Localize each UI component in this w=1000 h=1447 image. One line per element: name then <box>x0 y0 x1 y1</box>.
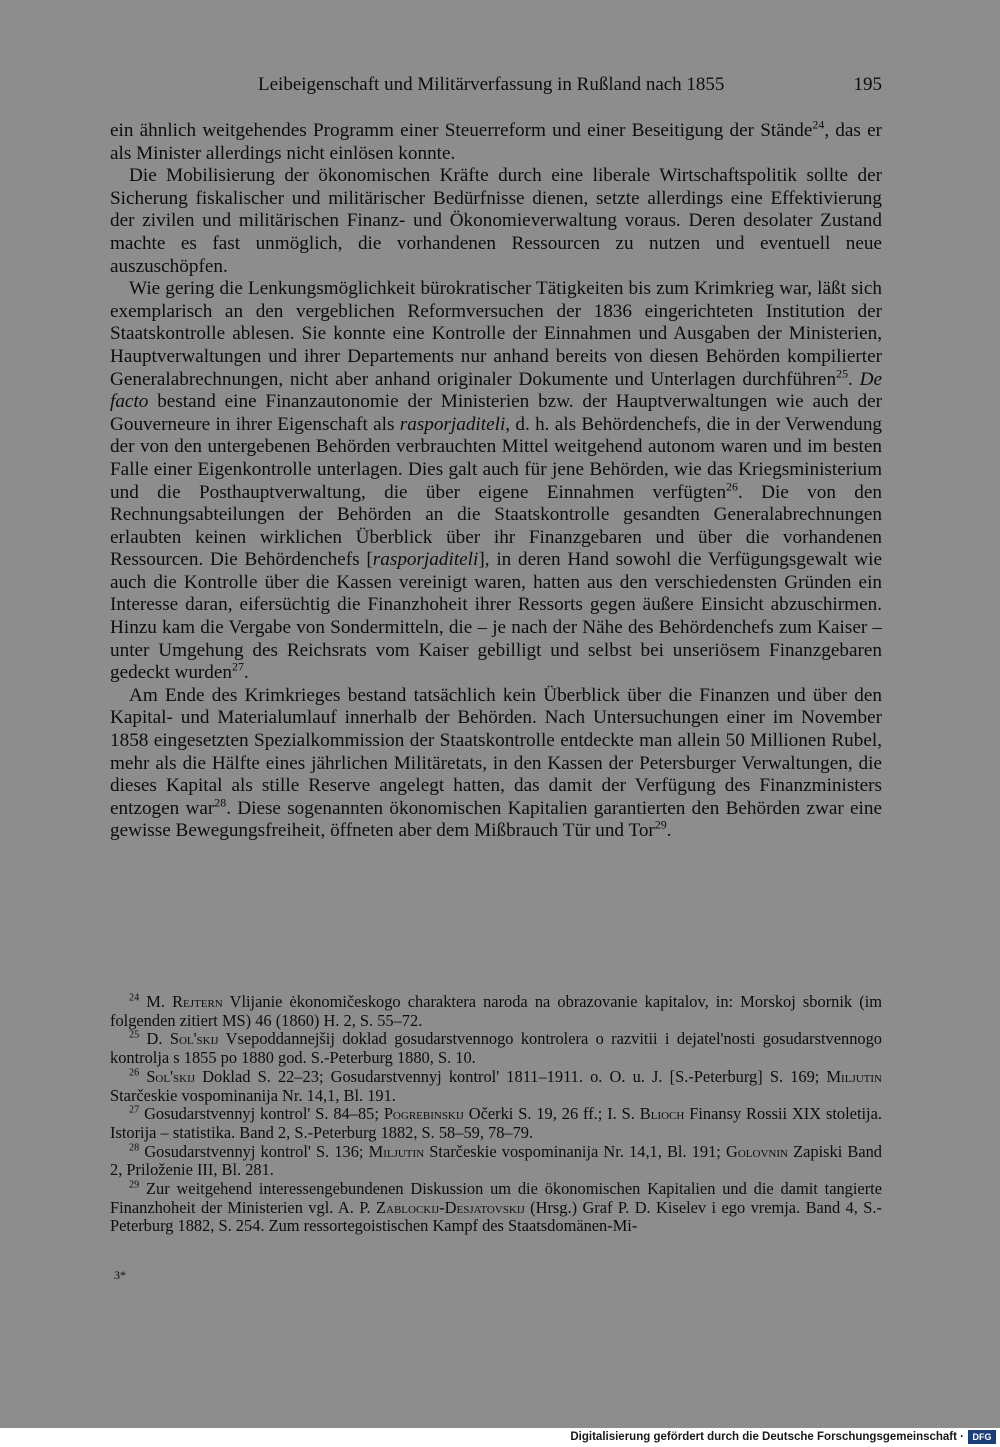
paragraph-2 <box>110 165 882 278</box>
footnote-number: 28 <box>129 1142 140 1154</box>
text-run: , d. h. als Behördenchefs, die in der Verwendung der von den untergebenen Behörden verbrauchten Mittel weitgehend autonom waren und im besten Falle einer Eigenkontrolle unterlagen. Dies galt auch für jene Behörden, wie das Kriegsministerium und die Posthauptverwaltung, die über eigene Einnahmen verfügten <box>110 413 883 503</box>
footnotes <box>110 993 882 1236</box>
printer-signature: 3* <box>114 1268 126 1282</box>
footnote-text: Vsepoddannejšij doklad gosudarstvennogo kontrolera o razvitii i dejatel'nosti gosudarstvennogo kontrolja s 1855 po 1880 god. S.-Peterburg 1880, S. 10. <box>110 1029 882 1068</box>
text-run: bestand eine Finanzautonomie der Ministerien bzw. der Hauptverwaltungen wie auch der Gouverneure in ihrer Eigenschaft als <box>110 391 882 435</box>
footnote-ref-25: 25 <box>836 366 849 381</box>
text-run: , das er als Minister allerdings nicht einlösen konnte. <box>110 120 882 164</box>
digitization-footer <box>0 1428 1000 1447</box>
running-title: Leibeigenschaft und Militärverfassung in Rußland nach 1855 <box>258 74 725 95</box>
author-name: Miljutin <box>368 1141 425 1161</box>
italic-run: rasporjaditeli <box>399 413 506 435</box>
footnote-number: 26 <box>129 1067 140 1079</box>
paragraph-4: Am Ende des Krimkrieges bestand tatsächlich kein Überblick über die Finanzen und über den Kapital- und Materialumlauf innerhalb der Behörden. Nach Untersuchungen einer im November 1858 eingesetzten Spezialkommission der Staatskontrolle entdeckte man allein 50 Millionen Rubel, mehr als die Hälfte eines jährlichen Militäretats, in den Kassen der Petersburger Verwaltungen, die dieses Kapital als stille Reserve angelegt hatten, das damit der Verfügung des Finanzministers entzogen war$^{28}$. Diese sogenannten ökonomischen Kapitalien garantierten den Behörden zwar eine gewisse Bewegungsfreiheit, öffneten aber dem Mißbrauch Tür und Tor$^{29}$. <box>110 684 882 842</box>
paragraph-1 <box>110 117 882 165</box>
footnote-text: D. <box>146 1029 170 1049</box>
footnote-ref-26: 26 <box>726 479 738 494</box>
funding-credit: Digitalisierung gefördert durch die Deutsche Forschungsgemeinschaft · <box>570 1431 964 1443</box>
footnote-text: Gosudarstvennyj kontrol' S. 136; <box>144 1141 369 1161</box>
footnote-28 <box>110 1143 882 1180</box>
body-text <box>110 117 883 843</box>
footnote-text: Starčeskie vospominanija Nr. 14,1, Bl. 191; <box>424 1141 726 1161</box>
footnote-number: 25 <box>129 1029 140 1041</box>
footnote-ref-27: 27 <box>232 659 244 674</box>
footnote-24 <box>110 993 882 1030</box>
footnote-number: 27 <box>129 1104 140 1116</box>
footnote-text: Vlijanie ėkonomičeskogo charaktera naroda na obrazovanie kapitalov, in: Morskoj sbornik (im folgenden zitiert MS) 46 (1860) H. 2, S. 55–72. <box>110 992 882 1030</box>
text-run: . Die von den Rechnungsabteilungen der Behörden an die Staatskontrolle gesandten Generalabrechnungen erlaubten keinen wirklichen Überblick über ihr Finanzgebaren und über die vorhandenen Ressourcen. Die Behördenchefs [ <box>110 481 882 571</box>
footnote-26 <box>110 1068 882 1105</box>
author-name: Miljutin <box>826 1066 882 1086</box>
text-run: ], in deren Hand sowohl die Verfügungsgewalt wie auch die Kontrolle über die Kassen vereinigt waren, hatten aus den verschiedensten Gründen ein Interesse daran, eifersüchtig die Finanzhoheit ihrer Ressorts gegen äußere Einsicht abzuschirmen. Hinzu kam die Vergabe von Sondermitteln, die – je nach der Nähe des Behördenchefs zum Kaiser – unter Umgehung des Reichsrats vom Kaiser gebilligt und selbst bei unseriösem Finanzgebaren gedeckt wurden <box>110 549 882 684</box>
footnote-text: (Hrsg.) Graf P. D. Kiselev i ego vremja. Band 4, S.-Peterburg 1882, S. 254. Zum ressortegoistischen Kampf des Staatsdomänen-Mi- <box>110 1197 882 1236</box>
footnote-text: Starčeskie vospominanija Nr. 14,1, Bl. 191. <box>110 1085 396 1105</box>
footnote-27 <box>110 1105 882 1142</box>
author-name: Sol'skij <box>169 1029 219 1049</box>
author-name: Golovnin <box>726 1141 788 1161</box>
author-name: Sol'skij <box>146 1066 196 1086</box>
text-run: Am Ende des Krimkrieges bestand tatsächlich kein Überblick über die Finanzen und über den Kapital- und Materialumlauf innerhalb der Behörden. Nach Untersuchungen einer im November 1858 eingesetzten Spezialkommission der Staatskontrolle entdeckte man allein 50 Millionen Rubel, mehr als die Hälfte eines jährlichen Militäretats, in den Kassen der Petersburger Verwaltungen, die dieses Kapital als stille Reserve angelegt hatten, das damit der Verfügung des Finanzministers entzogen war <box>110 684 882 819</box>
author-name: Blioch <box>639 1104 685 1124</box>
footnote-text: Gosudarstvennyj kontrol' S. 84–85; <box>144 1104 384 1124</box>
text-run: . Diese sogenannten ökonomischen Kapitalien garantierten den Behörden zwar eine gewisse Bewegungsfreiheit, öffneten aber dem Mißbrauch Tür und Tor <box>110 797 882 842</box>
text-run: ein ähnlich weitgehendes Programm einer Steuerreform und einer Beseitigung der Stände <box>110 120 813 141</box>
italic-run: rasporjaditeli <box>372 549 479 571</box>
footnote-ref-29: 29 <box>654 818 667 833</box>
footnote-text: Finansy Rossii XIX stoletija. Istorija – statistika. Band 2, S.-Peterburg 1882, S. 58–59, 78–79. <box>110 1104 882 1142</box>
dfg-logo-icon: DFG <box>968 1430 996 1444</box>
footnote-ref-24: 24 <box>812 117 825 132</box>
footnote-ref-28: 28 <box>214 795 227 810</box>
footnote-text: Zapiski Band 2, Priloženie III, Bl. 281. <box>110 1141 882 1180</box>
author-name: Pogrebinskij <box>383 1104 464 1124</box>
italic-run: De facto <box>110 368 882 413</box>
author-name: Zablockij-Desjatovskij <box>376 1197 525 1217</box>
author-name: M. Rejtern <box>146 992 223 1011</box>
paragraph-3: Wie gering die Lenkungsmöglichkeit bürokratischer Tätigkeiten bis zum Krimkrieg war, läßt sich exemplarisch an den vergeblichen Reformversuchen der 1836 eingerichteten Institution der Staatskontrolle ablesen. Sie konnte eine Kontrolle der Einnahmen und Ausgaben der Ministerien, Hauptverwaltungen und ihrer Departements nur anhand bereits von diesen Behörden kompilierter Generalabrechnungen, nicht aber anhand originaler Dokumente und Unterlagen durchführen$^{25}$. De facto bestand eine Finanzautonomie der Ministerien bzw. der Hauptverwaltungen wie auch der Gouverneure in ihrer Eigenschaft als rasporjaditeli, d. h. als Behördenchefs, die in der Verwendung der von den untergebenen Behörden verbrauchten Mittel weitgehend autonom waren und im besten Falle einer Eigenkontrolle unterlagen. Dies galt auch für jene Behörden, wie das Kriegsministerium und die Posthauptverwaltung, die über eigene Einnahmen verfügten$^{26}$. Die von den Rechnungsabteilungen der Behörden an die Staatskontrolle gesandten Generalabrechnungen erlaubten keinen wirklichen Überblick über ihr Finanzgebaren und über die vorhandenen Ressourcen. Die Behördenchefs [rasporjaditeli], in deren Hand sowohl die Verfügungsgewalt wie auch die Kontrolle über die Kassen vereinigt waren, hatten aus den verschiedensten Gründen ein Interesse daran, eifersüchtig die Finanzhoheit ihrer Ressorts gegen äußere Einsicht abzuschirmen. Hinzu kam die Vergabe von Sondermitteln, die – je nach der Nähe des Behördenchefs zum Kaiser – unter Umgehung des Reichsrats vom Kaiser gebilligt und selbst bei unseriösem Finanzgebaren gedeckt wurden$^{27}$. <box>110 278 883 684</box>
footnote-number: 29 <box>129 1179 140 1191</box>
text-run: Die Mobilisierung der ökonomischen Kräfte durch eine liberale Wirtschaftspolitik sollte der Sicherung fiskalischer und militärischer Bedürfnisse dienen, setzte allerdings eine Effektivierung der zivilen und militärischen Finanz- und Ökonomieverwaltung voraus. Deren desolater Zustand machte es fast unmöglich, die vorhandenen Ressourcen zu nutzen und eventuell neue auszuschöpfen. <box>110 165 882 277</box>
footnote-25 <box>110 1030 882 1067</box>
text-run: Wie gering die Lenkungsmöglichkeit bürokratischer Tätigkeiten bis zum Krimkrieg war, läßt sich exemplarisch an den vergeblichen Reformversuchen der 1836 eingerichteten Institution der Staatskontrolle ablesen. Sie konnte eine Kontrolle der Einnahmen und Ausgaben der Ministerien, Hauptverwaltungen und ihrer Departements nur anhand bereits von diesen Behörden kompilierter Generalabrechnungen, nicht aber anhand originaler Dokumente und Unterlagen durchführen <box>110 278 882 390</box>
footnote-29 <box>110 1180 882 1236</box>
page-number: 195 <box>853 74 882 95</box>
running-head <box>110 74 882 102</box>
footnote-text: Zur weitgehend interessengebundenen Diskussion um die ökonomischen Kapitalien und die damit tangierte Finanzhoheit der Ministerien vgl. A. P. <box>110 1179 882 1217</box>
footnote-text: Očerki S. 19, 26 ff.; I. S. <box>463 1104 640 1124</box>
footnote-number: 24 <box>129 992 140 1004</box>
footnote-text: Doklad S. 22–23; Gosudarstvennyj kontrol' 1811–1911. o. O. u. J. [S.-Peterburg] S. 169; <box>195 1066 827 1086</box>
